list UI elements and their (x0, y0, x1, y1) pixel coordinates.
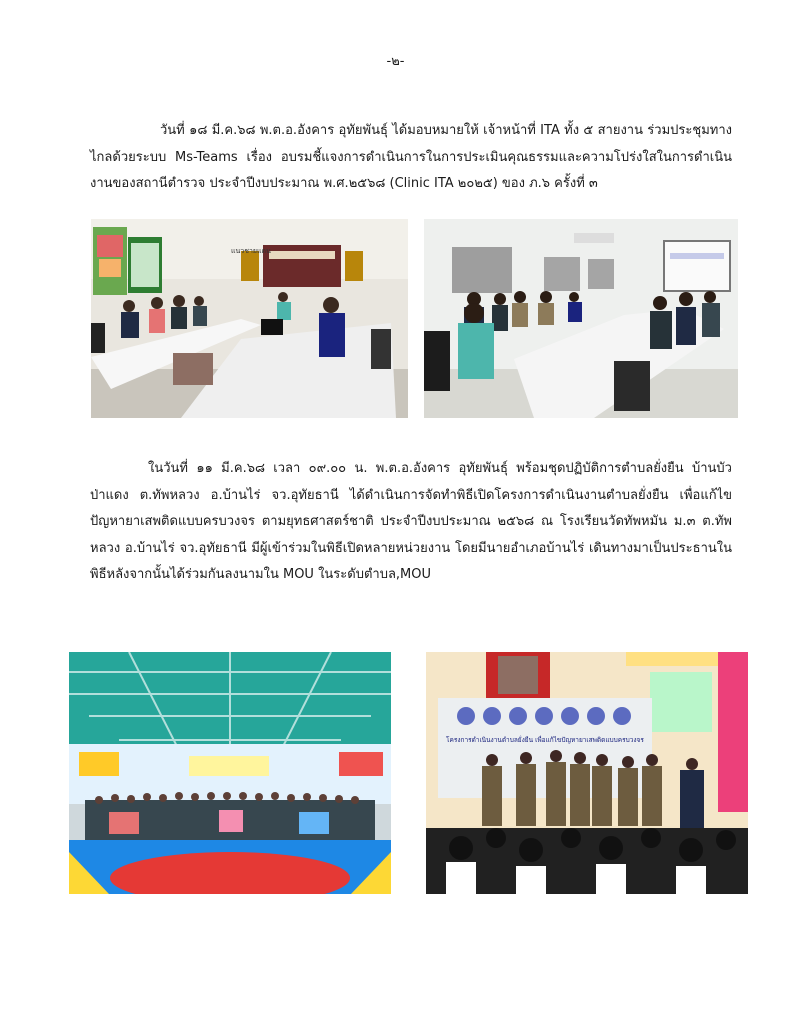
ceremony-stage-photo (426, 652, 748, 894)
banner-text: โครงการดำเนินงานตำบลยั่งยืน เพื่อแก้ไขปัญหายาเสพติดแบบครบวงจร (446, 736, 644, 744)
meeting-room-photo-right (424, 219, 738, 418)
page-number: -๒- (386, 54, 405, 69)
gym-group-photo (69, 652, 391, 894)
meeting-room-photo-left (91, 219, 408, 418)
paragraph-sustainable-subdistrict: ในวันที่ ๑๑ มี.ค.๖๘ เวลา ๐๙.๐๐ น. พ.ต.อ.อังคาร อุทัยพันธุ์ พร้อมชุดปฏิบัติการตำบลยั่งยืน บ้านบัว ป่าแดง ต.ทัพหลวง อ.บ้านไร่ จว.อุทัยธานี ได้ดำเนินการจัดทำพิธีเปิดโครงการดำเนินงานตำบลยั่งยืน เพื่อแก้ไขปัญหายาเสพติดแบบครบวงจร ตามยุทธศาสตร์ชาติ ประจำปีงบประมาณ ๒๕๖๘ ณ โรงเรียนวัดทัพหมัน ม.๓ ต.ทัพหลวง อ.บ้านไร่ จว.อุทัยธานี มีผู้เข้าร่วมในพิธีเปิดหลายหน่วยงาน โดยมีนายอำเภอบ้านไร่ เดินทางมาเป็นประธานในพิธีหลังจากนั้นได้ร่วมกันลงนามใน MOU ในระดับตำบล,MOU (90, 461, 732, 583)
banner-text: แนวชายแดน (231, 247, 271, 255)
paragraph-ita-meeting: วันที่ ๑๘ มี.ค.๖๘ พ.ต.อ.อังคาร อุทัยพันธุ์ ได้มอบหมายให้ เจ้าหน้าที่ ITA ทั้ง ๕ สายงาน ร่วมประชุมทางไกลด้วยระบบ Ms-Teams เรื่อง อบรมชี้แจงการดำเนินการในการประเมินคุณธรรมและความโปร่งใสในการดำเนินงานของสถานีตำรวจ ประจำปีงบประมาณ พ.ศ.๒๕๖๘ (Clinic ITA ๒๐๒๕) ของ ภ.๖ ครั้งที่ ๓ (90, 123, 732, 192)
